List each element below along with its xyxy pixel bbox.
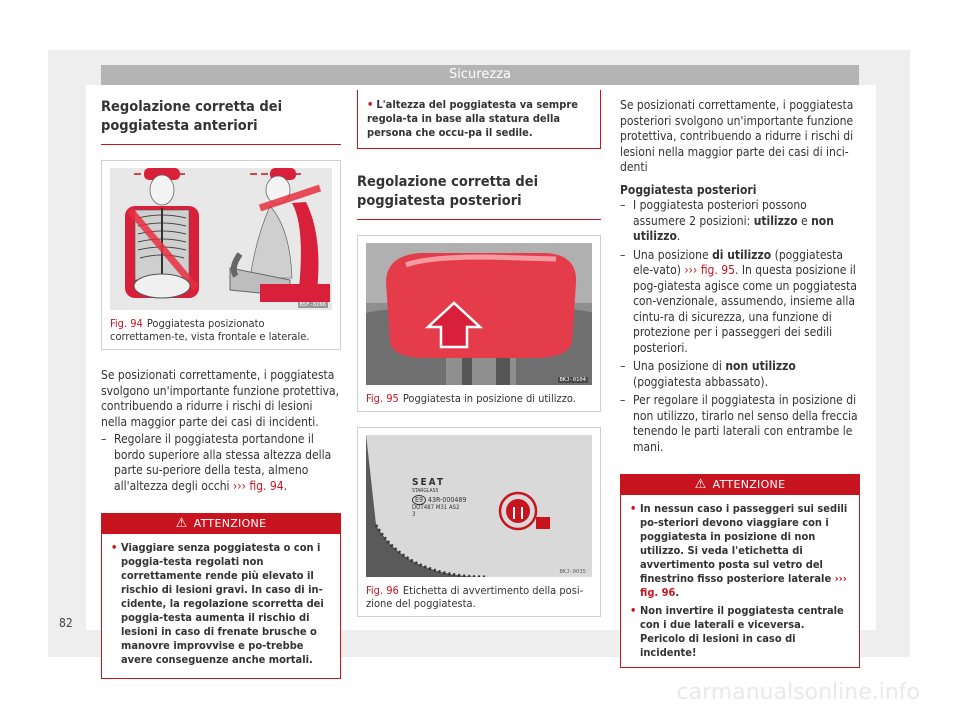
bullet-icon: • <box>630 604 637 617</box>
item-text: Una posizione di <box>633 359 726 373</box>
figure-94 <box>101 160 341 350</box>
figure-94-code: B5F-0286 <box>299 302 326 308</box>
front-steps-list <box>101 432 341 494</box>
warning-body <box>621 495 859 667</box>
list-item <box>620 198 860 245</box>
label-e-mark: E9 <box>412 495 426 505</box>
step-text: Regolare il poggiatesta portandone il bordo superiore alla stessa altezza della parte su-periore della testa, almeno all'altezza degli occhi <box>114 432 332 493</box>
figure-94-image <box>110 168 332 310</box>
list-item <box>101 432 341 494</box>
list-item <box>620 248 860 357</box>
column-1 <box>101 90 341 679</box>
label-dot: DOT487 M31 AS2 <box>412 504 460 511</box>
figure-96-caption <box>358 577 600 616</box>
item-text: (poggiatesta abbassato). <box>633 374 769 389</box>
item-text: e <box>797 213 812 228</box>
headrest-warning-icon <box>498 491 554 535</box>
item-text: I poggiatesta posteriori possono assumere 2 posizioni: <box>633 198 807 228</box>
figure-96-code: BKJ-0035 <box>559 569 586 575</box>
item-bold: non utilizzo <box>725 359 796 373</box>
warning-header <box>621 475 859 495</box>
warning-item-text: Non invertire il poggiatesta centrale con i due laterali e viceversa. Pericolo di lesioni in caso di incidente! <box>640 604 844 659</box>
warning-item-tail: . <box>675 586 680 599</box>
warning-title: ATTENZIONE <box>712 478 786 491</box>
bullet-icon: • <box>367 98 374 111</box>
warning-item <box>111 541 332 667</box>
figure-95-caption <box>358 385 600 411</box>
list-item <box>620 393 860 455</box>
figure-95-code: BKJ-0104 <box>559 377 586 383</box>
headrest-photo <box>366 243 592 385</box>
heading-rear-headrest: Regolazione corretta dei poggiatesta posteriori <box>357 173 601 220</box>
notice-box <box>357 90 601 149</box>
front-intro-paragraph: Se posizionati correttamente, i poggiatesta svolgono un'importante funzione protettiva, contribuendo a ridurre i rischi di lesioni nella maggior parte dei casi di incidenti. <box>101 368 340 429</box>
figure-96-number: Fig. 96 <box>366 584 399 597</box>
fig-94-link[interactable]: ››› fig. 94 <box>232 478 284 493</box>
column-3 <box>620 90 860 668</box>
label-number: 43R-000489 <box>427 496 467 504</box>
item-bold: non utilizzo <box>633 213 834 243</box>
warning-item-text: In nessun caso i passeggeri sui sedili po-steriori devono viaggiare con i poggiatesta in posizione di non utilizzo. Si veda l'etichetta di avvertimento posta sul vetro del finestrino fisso posteriore laterale <box>640 502 848 585</box>
warning-item-text: Viaggiare senza poggiatesta o con i poggia-testa regolati non correttamente rende più elevato il rischio di lesioni gravi. In caso di in-cidente, la regolazione scorretta dei poggia-testa aumenta il rischio di lesioni in caso di frenate brusche o manovre improvvise e po-trebbe avere conseguenze anche mortali. <box>121 541 324 666</box>
warning-triangle-icon: ⚠ <box>175 516 188 531</box>
bullet-icon: • <box>111 541 118 554</box>
item-bold: utilizzo <box>753 213 798 228</box>
watermark: carmanualsonline.info <box>676 680 920 705</box>
rear-intro-paragraph: Se posizionati correttamente, i poggiatesta posteriori svolgono un'importante funzione protettiva, contribuendo a ridurre i rischi di lesioni nella maggior parte dei casi di inci-denti <box>620 98 854 174</box>
item-text: Una posizione <box>633 247 713 262</box>
figure-96-image <box>366 435 592 577</box>
page-number: 82 <box>59 616 73 630</box>
item-text: Per regolare il poggiatesta in posizione di non utilizzo, tirarlo nel senso della freccia tenendo le parti laterali con entrambe le mani. <box>633 393 858 454</box>
rear-items-list <box>620 198 860 455</box>
heading-front-headrest: Regolazione corretta dei poggiatesta anteriori <box>101 98 341 145</box>
warning-item <box>630 604 851 660</box>
item-text: . <box>676 229 681 243</box>
fig-95-link[interactable]: ››› fig. 95 <box>684 263 735 277</box>
figure-94-number: Fig. 94 <box>110 317 143 330</box>
label-brand: SEAT <box>412 477 445 488</box>
skeleton-illustration <box>110 168 332 310</box>
warning-title: ATTENZIONE <box>193 517 267 530</box>
list-item <box>620 359 860 390</box>
label-sub: STARGLASS <box>412 488 439 494</box>
warning-item <box>630 502 851 600</box>
warning-triangle-icon: ⚠ <box>694 477 707 492</box>
warning-header <box>102 514 340 534</box>
step-tail: . <box>283 478 288 493</box>
item-text: . In questa posizione il pog-giatesta agisce come un poggiatesta con-venzionale, assumendo, insieme alla cintu-ra di sicurezza, una funzione di protezione per i passeggeri dei sedili posteriori. <box>633 263 857 355</box>
label-n: 3 <box>412 511 416 518</box>
item-text: (poggiatesta ele-vato) <box>633 247 843 277</box>
section-title: Sicurezza <box>449 67 511 82</box>
figure-94-caption <box>102 310 340 349</box>
warning-body <box>102 534 340 678</box>
window-label-text <box>412 477 492 518</box>
figure-96-caption-text: Etichetta di avvertimento della posi-zione del poggiatesta. <box>366 584 584 610</box>
warning-box-front <box>101 513 341 679</box>
figure-95-caption-text: Poggiatesta in posizione di utilizzo. <box>402 392 576 405</box>
figure-94-caption-text: Poggiatesta posizionato correttamen-te, vista frontale e laterale. <box>110 317 310 343</box>
warning-box-rear <box>620 474 860 668</box>
figure-95 <box>357 235 601 412</box>
rear-subheading: Poggiatesta posteriori <box>620 182 757 197</box>
item-bold: di utilizzo <box>712 247 772 262</box>
bullet-icon: • <box>630 502 637 515</box>
column-2 <box>357 90 601 617</box>
figure-95-number: Fig. 95 <box>366 392 399 405</box>
figure-95-image <box>366 243 592 385</box>
notice-text: L'altezza del poggiatesta va sempre regola-ta in base alla statura della persona che occu-pa il sedile. <box>367 98 578 139</box>
fig-96-link[interactable]: ››› fig. 96 <box>640 572 847 599</box>
figure-96 <box>357 427 601 617</box>
